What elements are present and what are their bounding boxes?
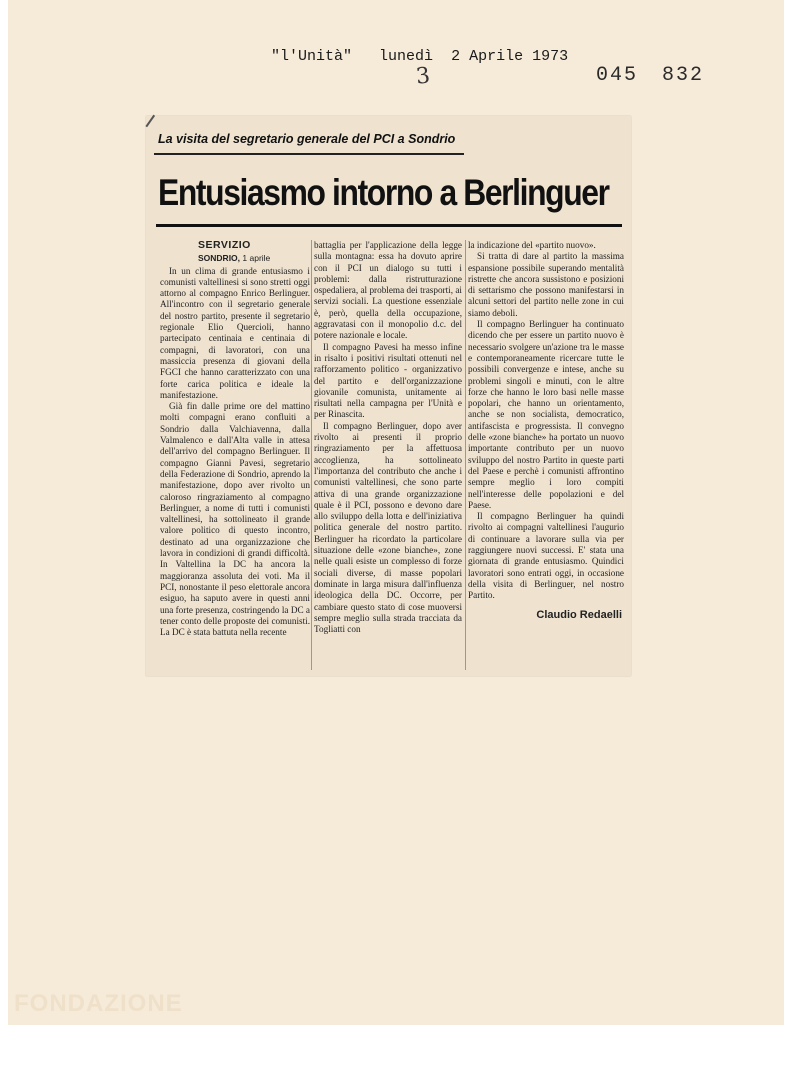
dateline-date: 1 aprile — [242, 253, 271, 264]
paragraph: battaglia per l'applicazione della legge sulla montagna: essa ha dovuto aprire con il PCI un dialogo su tutti i problemi: dalla ristrutturazione ospedaliera, al problema dei trasporti, ai servizi sociali. La questione essenziale è, però, quella della occupazione, aggravatasi con il monopolio d.c. del potere nazionale e locale. — [314, 240, 462, 341]
handwritten-page-mark: 3 — [414, 63, 432, 90]
headline-rule — [156, 224, 622, 227]
rubric-label: SERVIZIO — [198, 240, 251, 251]
paragraph: Il compagno Berlinguer ha quindi rivolto ai compagni valtellinesi l'augurio di continuare a lavorare sulla via per raggiungere nuovi successi. E' stata una giornata di grande entusiasmo. Quindici lavoratori sono entrati oggi, in occasione della visita di Berlinguer, nel nostro Partito. — [468, 511, 624, 601]
article-column-2 — [314, 240, 462, 674]
column-divider — [311, 240, 312, 670]
newspaper-clipping — [146, 116, 631, 676]
paragraph: Si tratta di dare al partito la massima espansione possibile superando mentalità ristrette che ancora sussistono e posizioni di settarismo che possono manifestarsi in alcuni settori del partito nelle zone in cui siamo deboli. — [468, 251, 624, 318]
author-byline: Claudio Redaelli — [536, 608, 622, 621]
dateline — [160, 253, 310, 264]
article-kicker: La visita del segretario generale del PCI a Sondrio — [158, 132, 456, 146]
publication-date: 2 Aprile 1973 — [451, 48, 569, 65]
newspaper-name: "l'Unità" — [271, 48, 353, 65]
article-column-3 — [468, 240, 624, 674]
paragraph: Il compagno Berlinguer, dopo aver rivolto ai presenti il proprio ringraziamento per la affettuosa accoglienza, ha sottolineato l'importanza del contributo che anche i comunisti valtellinesi, che sono parte attiva di una grande organizzazione quale è il PCI, possono e devono dare allo sviluppo della lotta e dell'iniziativa politica generale del nostro partito. Berlinguer ha ricordato la particolare situazione delle «zone bianche», zone nelle quali esiste un complesso di forze sociali diverse, di masse popolari dominate in larga misura dall'influenza ideologica della DC. Occorre, per cambiare questo stato di cose muoversi sempre meglio sulla strada tracciata da Togliatti con — [314, 420, 462, 635]
archive-sheet — [8, 0, 784, 1025]
paragraph: In un clima di grande entusiasmo i comunisti valtellinesi si sono stretti oggi attorno al compagno Enrico Berlinguer. All'incontro con il segretario generale del nostro partito, presente il segretario regionale Elio Quercioli, hanno partecipato centinaia e centinaia di compagni, di lavoratori, con una massiccia presenza di giovani della FGCI che hanno caratterizzato con una forte carica politica e ideale la manifestazione. — [160, 265, 310, 400]
dateline-place: SONDRIO, — [198, 253, 241, 264]
foundation-watermark: FONDAZIONE — [14, 990, 183, 1017]
weekday: lunedì — [379, 48, 434, 65]
article-column-1 — [160, 240, 310, 674]
paragraph: la indicazione del «partito nuovo». — [468, 240, 596, 250]
paragraph: Il compagno Pavesi ha messo infine in risalto i positivi risultati ottenuti nel rafforzamento politico - organizzativo del partito e dell'organizzazione giovanile comunista, unitamente ai risultati nella campagna per l'Unità e per Rinascita. — [314, 341, 462, 420]
article-headline: Entusiasmo intorno a Berlinguer — [158, 172, 609, 213]
source-line — [271, 48, 568, 65]
kicker-underline — [154, 153, 464, 155]
archive-id: 832 — [662, 64, 705, 87]
paragraph: Il compagno Berlinguer ha continuato dicendo che per essere un partito nuovo è necessario svolgere un'azione tra le masse e contemporaneamente ricercare tutte le possibili convergenze e intese, anche su problemi singoli e minuti, con le altre forze che hanno le loro basi nelle masse popolari, che hanno un orientamento, anche se non socialista, democratico, antifascista e progressista. Il convegno delle «zone bianche» ha portato un nuovo importante contributo per un nuovo sviluppo del nostro Partito in queste parti del Paese e perchè i comunisti affrontino sempre meglio i loro compiti nell'interesse delle popolazioni e del Paese. — [468, 319, 624, 510]
archive-number — [596, 64, 728, 87]
paragraph: Già fin dalle prime ore del mattino molti compagni erano confluiti a Sondrio dalla Valchiavenna, dalla Valmalenco e dall'Alta valle in attesa dell'arrivo del compagno Berlinguer. Il compagno Gianni Pavesi, segretario della Federazione di Sondrio, aprendo la manifestazione, dopo aver rivolto un caloroso ringraziamento al compagno Berlinguer, a nome di tutti i comunisti valtellinesi, ha sottolineato il grande valore politico di questo incontro, destinato ad una organizzazione che lavora in condizioni di grandi difficoltà. In Valtellina la DC ha ancora la maggioranza assoluta dei voti. Ma il PCI, nonostante il peso elettorale ancora esiguo, ha saputo avere in questi anni una forte presenza, costringendo la DC a tener conto delle proposte dei comunisti. La DC è stata battuta nella recente — [160, 401, 310, 638]
column-divider — [465, 240, 466, 670]
archive-prefix: 045 — [596, 64, 639, 87]
